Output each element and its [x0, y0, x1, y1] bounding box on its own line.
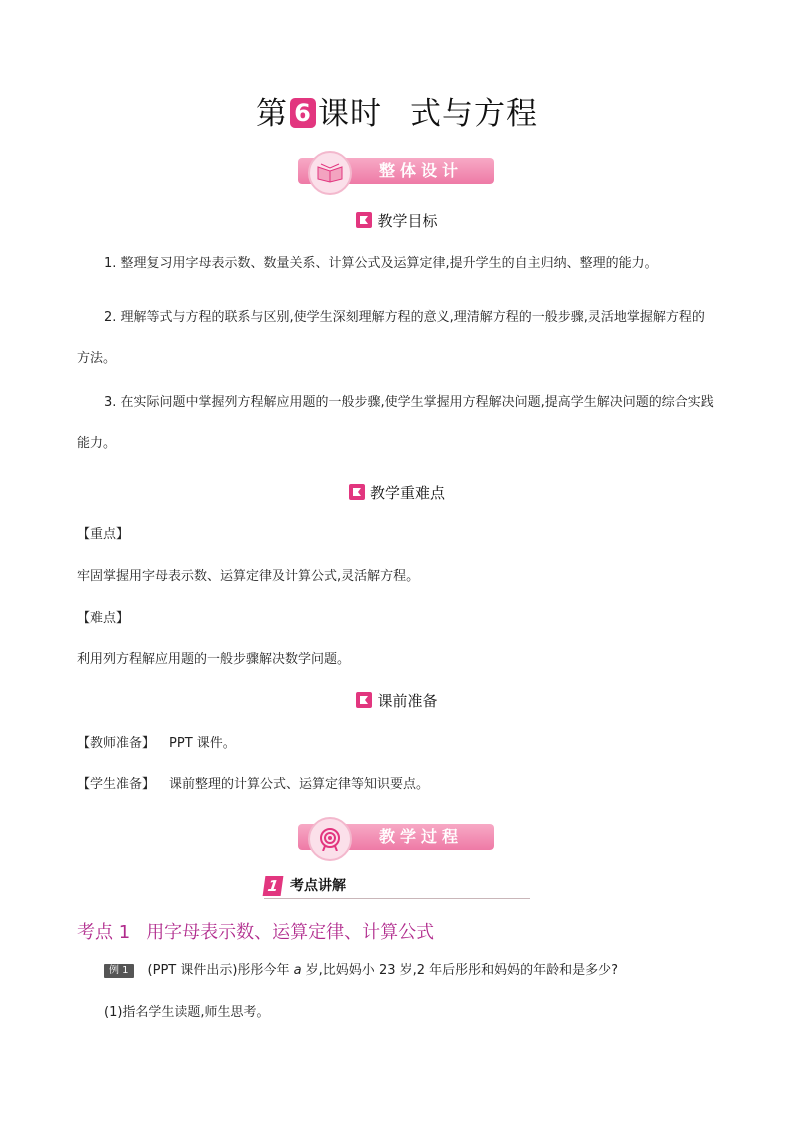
example-1 — [104, 962, 724, 980]
goal-item-1: 1. 整理复习用字母表示数、数量关系、计算公式及运算定律,提升学生的自主归纳、整理的能力。 — [104, 256, 658, 271]
title-suffix: 课时 — [318, 96, 382, 132]
section-flag-icon — [356, 212, 372, 228]
lesson-part-number: 1 — [263, 876, 284, 896]
target-icon — [308, 817, 352, 861]
lesson-number-badge: 6 — [290, 98, 316, 128]
goal-item-2: 2. 理解等式与方程的联系与区别,使学生深刻理解方程的意义,理清解方程的一般步骤,灵活地掌握解方程的方法。 — [77, 310, 705, 366]
kaodian-label: 考点 1 — [77, 922, 131, 943]
student-prep — [77, 776, 717, 794]
process-banner-label: 教学过程 — [378, 827, 463, 846]
teacher-prep-text: PPT 课件。 — [169, 736, 236, 751]
section-flag-icon — [356, 692, 372, 708]
kaodian-heading — [77, 918, 434, 944]
book-icon — [308, 151, 352, 195]
lesson-part-label: 考点讲解 — [290, 878, 346, 894]
keypoints-heading-text: 教学重难点 — [369, 484, 445, 502]
goals-heading — [0, 210, 794, 231]
design-banner — [298, 158, 494, 184]
goals-heading-text: 教学目标 — [377, 212, 438, 230]
process-banner — [298, 824, 494, 850]
prep-heading-text: 课前准备 — [377, 692, 438, 710]
goal-item-3: 3. 在实际问题中掌握列方程解应用题的一般步骤,使学生掌握用方程解决问题,提高学生解决问题的综合实践能力。 — [77, 395, 714, 451]
focus-text: 牢固掌握用字母表示数、运算定律及计算公式,灵活解方程。 — [77, 569, 420, 584]
difficulty-label: 【难点】 — [77, 611, 130, 626]
teacher-prep-label: 【教师准备】 — [77, 736, 156, 751]
example-text-before: (PPT 课件出示)彤彤今年 — [147, 963, 294, 978]
design-banner-label: 整体设计 — [378, 161, 463, 180]
teacher-prep — [77, 735, 717, 753]
example-variable: a — [293, 963, 302, 978]
prep-heading — [0, 690, 794, 711]
section-flag-icon — [349, 484, 365, 500]
page-title — [0, 88, 794, 133]
student-prep-text: 课前整理的计算公式、运算定律等知识要点。 — [169, 777, 430, 792]
keypoints-heading — [0, 482, 794, 503]
title-main: 式与方程 — [410, 96, 538, 132]
title-prefix: 第 — [256, 96, 288, 132]
lesson-part-tag — [264, 876, 530, 899]
example-step-1: (1)指名学生读题,师生思考。 — [104, 1005, 270, 1020]
focus-label: 【重点】 — [77, 527, 130, 542]
example-text-after: 岁,比妈妈小 23 岁,2 年后彤彤和妈妈的年龄和是多少? — [301, 963, 619, 978]
difficulty-text: 利用列方程解应用题的一般步骤解决数学问题。 — [77, 652, 351, 667]
example-badge: 例 1 — [104, 964, 134, 978]
student-prep-label: 【学生准备】 — [77, 777, 156, 792]
kaodian-title: 用字母表示数、运算定律、计算公式 — [146, 922, 435, 943]
